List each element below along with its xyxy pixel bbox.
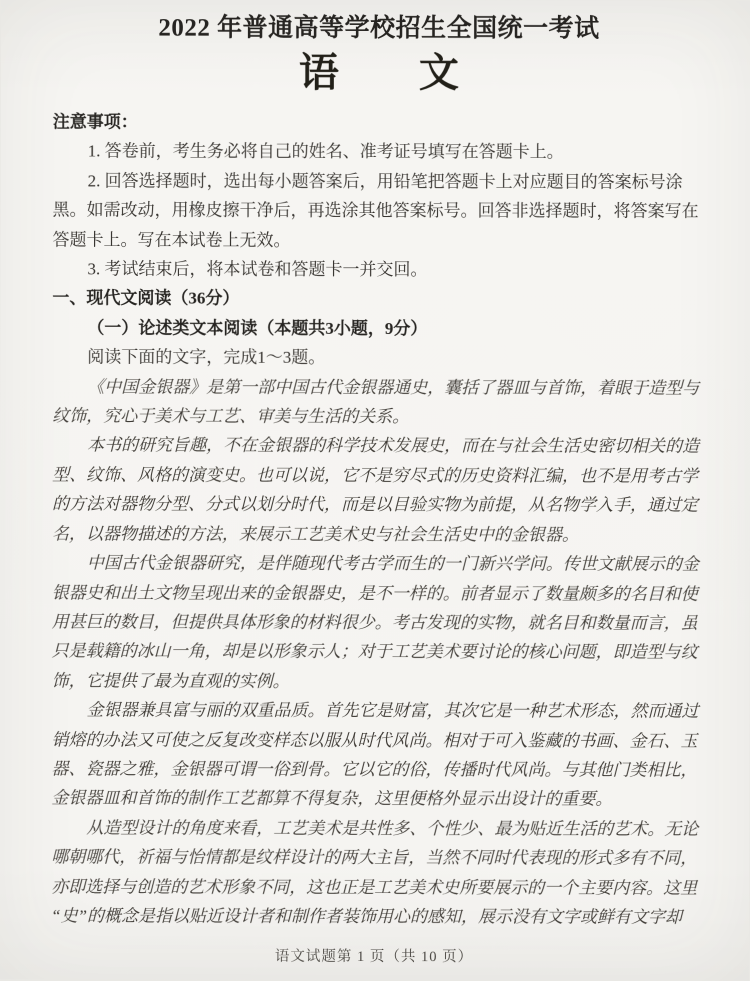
page-title: 2022 年普通高等学校招生全国统一考试 <box>158 14 600 43</box>
passage-line: “史”的概念是指以贴近设计者和制作者装饰用心的感知，展示没有文字或鲜有文字却 <box>51 906 683 927</box>
subject-title: 语 文 <box>298 49 459 96</box>
passage-line: 销熔的办法又可使之反复改变样态以服从时代风尚。相对于可入鉴藏的书画、金石、玉 <box>51 729 698 751</box>
passage-line: 本书的研究旨趣，不在金银器的科学技术发展史，而在与社会生活史密切相关的造 <box>87 435 700 457</box>
document-body <box>51 107 705 932</box>
passage-line: 中国古代金银器研究，是伴随现代考古学而生的一门新兴学问。传世文献展示的金 <box>86 553 699 574</box>
notice-item-2-cont: 黑。如需改动，用橡皮擦干净后，再选涂其他答案标号。回答非选择题时，将答案写在 <box>52 200 699 221</box>
passage-line: 哪朝哪代，祈福与怡情都是纹样设计的两大主旨，当然不同时代表现的形式多有不同， <box>51 847 698 868</box>
passage-line: 纹饰，究心于美术与工艺、审美与生活的关系。 <box>52 406 410 427</box>
passage-line: 金银器皿和首饰的制作工艺都算不得复杂，这里便格外显示出设计的重要。 <box>51 788 613 809</box>
passage-line: 《中国金银器》是第一部中国古代金银器通史，囊括了器皿与首饰，着眼于造型与 <box>87 377 700 398</box>
page-footer: 语文试题第 1 页（共 10 页） <box>274 948 474 966</box>
notice-item-2-cont: 答题卡上。写在本试卷上无效。 <box>52 229 291 250</box>
notice-item-1: 1. 答卷前，考生务必将自己的姓名、准考证号填写在答题卡上。 <box>87 141 564 162</box>
passage-line: 名，以器物描述的方法，来展示工艺美术史与社会生活史中的金银器。 <box>51 524 579 545</box>
passage-line: 金银器兼具富与丽的双重品质。首先它是财富，其次它是一种艺术形态，然而通过 <box>86 700 699 721</box>
passage-line: 亦即选择与创造的艺术形象不同，这也正是工艺美术史所要展示的一个主要内容。这里 <box>51 876 698 898</box>
passage-line: 饰，它提供了最为直观的实例。 <box>51 671 290 691</box>
notice-item-2: 2. 回答选择题时，选出每小题答案后，用铅笔把答题卡上对应题目的答案标号涂 <box>87 171 683 192</box>
section-heading: 一、现代文阅读（36分） <box>52 288 240 309</box>
passage-line: 用甚巨的数目，但提供具体形象的材料很少。考古发现的实物，就名目和数量而言，虽 <box>51 612 698 633</box>
passage-instruction: 阅读下面的文字，完成1～3题。 <box>87 347 326 368</box>
notices-heading: 注意事项： <box>52 112 138 132</box>
passage-line: 型、纹饰、风格的演变史。也可以说，它不是穷尽式的历史资料汇编，也不是用考古学 <box>52 465 699 486</box>
passage-line: 器、瓷器之雅，金银器可谓一俗到骨。它以它的俗，传播时代风尚。与其他门类相比， <box>51 759 698 780</box>
subsection-heading: （一）论述类文本阅读（本题共3小题，9分） <box>87 318 428 338</box>
passage-line: 从造型设计的角度来看，工艺美术是共性多、个性少、最为贴近生活的艺术。无论 <box>86 818 699 839</box>
passage-line: 的方法对器物分型、分式以划分时代，而是以目验实物为前提，从名物学入手，通过定 <box>51 494 698 515</box>
passage-line: 只是载籍的冰山一角，却是以形象示人；对于工艺美术要讨论的核心问题，即造型与纹 <box>51 641 698 662</box>
notice-item-3: 3. 考试结束后，将本试卷和答题卡一并交回。 <box>87 259 428 280</box>
passage-line: 银器史和出土文物呈现出来的金银器史，是不一样的。前者显示了数量颇多的名目和使 <box>51 582 698 604</box>
